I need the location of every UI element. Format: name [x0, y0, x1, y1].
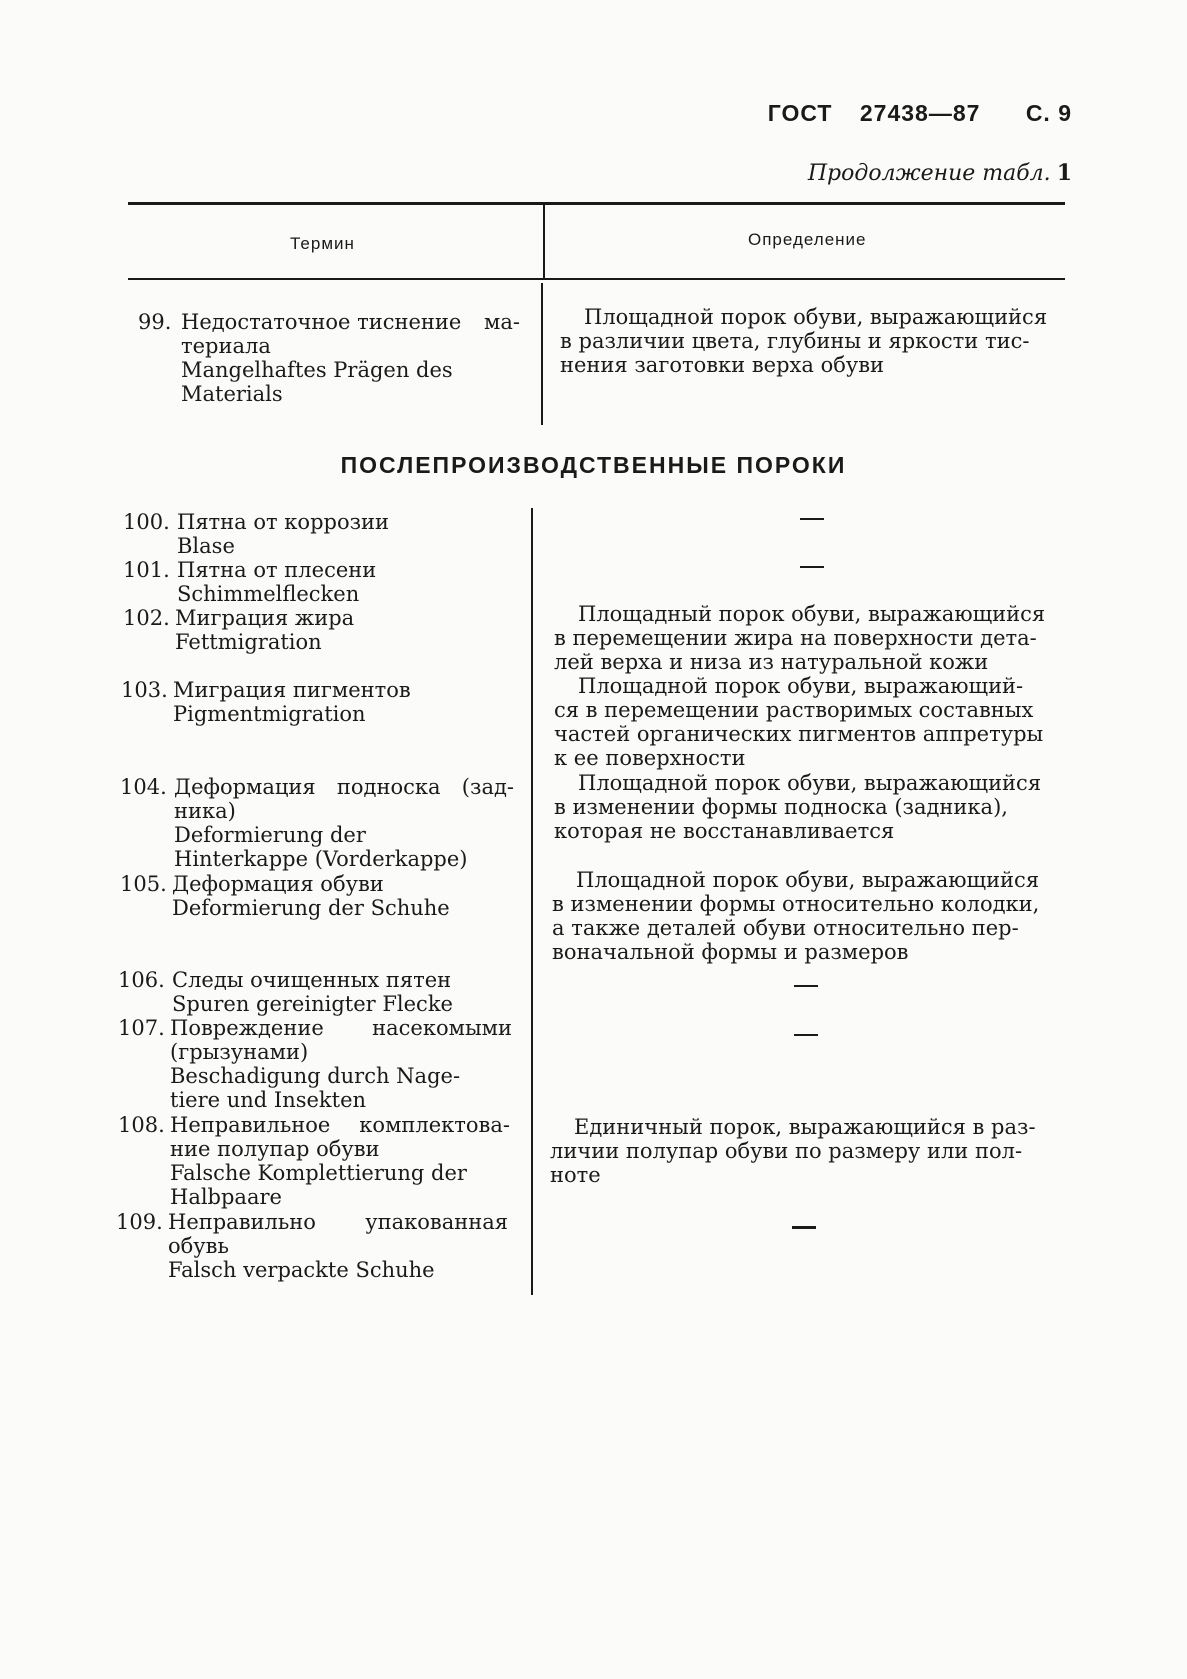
definition-line: в изменении формы подноска (задника), [554, 795, 1008, 819]
term-107 [118, 1016, 512, 1112]
term-102 [123, 606, 354, 654]
table-top-rule [128, 202, 1065, 205]
definition-line: лей верха и низа из натуральной кожи [554, 650, 989, 674]
definition-line: к ее поверхности [554, 746, 746, 770]
definition-line: в изменении формы относительно колодки, [552, 892, 1040, 916]
term-ru-line: Повреждение [170, 1016, 324, 1040]
section-title: ПОСЛЕПРОИЗВОДСТВЕННЫЕ ПОРОКИ [340, 452, 847, 478]
term-109 [116, 1210, 508, 1282]
definition-dash-109 [792, 1226, 816, 1229]
definition-dash-106 [794, 985, 818, 987]
term-de-line: Falsche Komplettierung der [170, 1161, 467, 1185]
definition-105 [552, 868, 1046, 964]
definition-line: Площадной порок обуви, выражающийся [576, 868, 1040, 892]
term-ru-line: упакованная [365, 1210, 508, 1234]
term-de-line: tiere und Insekten [170, 1088, 367, 1112]
term-104 [120, 775, 514, 871]
term-99 [138, 310, 520, 406]
definition-103 [554, 674, 1048, 770]
term-ru-line: Пятна от плесени [177, 558, 377, 582]
term-number: 101. [123, 558, 170, 582]
term-108 [118, 1113, 510, 1209]
definition-line: воначальной формы и размеров [552, 940, 909, 964]
term-ru-line: Неправильное [170, 1113, 331, 1137]
standard-label: ГОСТ [767, 100, 833, 126]
term-de-line: Hinterkappe (Vorderkappe) [174, 847, 468, 871]
definition-line: Площадной порок обуви, выражающий- [578, 674, 1024, 698]
term-105 [120, 872, 450, 920]
term-103 [121, 678, 411, 726]
term-ru-line: териала [181, 334, 271, 358]
term-ru-line: комплектова- [359, 1113, 510, 1137]
term-de-line: Mangelhaftes Prägen des [181, 358, 453, 382]
term-ru-line: Неправильно [168, 1210, 316, 1234]
table-number: 1 [1056, 160, 1072, 186]
standard-code: 27438—87 [859, 100, 981, 126]
term-ru-line: (зад- [461, 775, 514, 799]
term-100 [123, 510, 389, 558]
table-header-rule [128, 278, 1065, 280]
term-de-line: Deformierung der [174, 823, 366, 847]
definition-line: Площадной порок обуви, выражающийся [578, 771, 1042, 795]
definition-line: в различии цвета, глубины и яркости тис- [560, 329, 1030, 353]
term-ru-line: ника) [174, 799, 236, 823]
term-ru-line: Деформация [174, 775, 316, 799]
definition-104 [554, 771, 1048, 843]
term-de-line: Beschadigung durch Nage- [170, 1064, 461, 1088]
term-number: 106. [118, 968, 165, 992]
term-de-line: Falsch verpackte Schuhe [168, 1258, 435, 1282]
table-continuation [808, 160, 1072, 186]
term-ru-line: ма- [484, 310, 520, 334]
row99-column-divider [541, 283, 543, 425]
term-de-line: Pigmentmigration [173, 702, 366, 726]
term-ru-line: Деформация обуви [172, 872, 384, 896]
term-de-line: Fettmigration [175, 630, 322, 654]
term-ru-line: ние полупар обуви [170, 1137, 380, 1161]
page-number: С. 9 [1025, 100, 1072, 126]
column-header-term: Термин [290, 234, 355, 253]
definition-line: личии полупар обуви по размеру или пол- [550, 1139, 1023, 1163]
term-ru-line: Недостаточное тиснение [181, 310, 462, 334]
term-de-line: Halbpaare [170, 1185, 282, 1209]
definition-line: Единичный порок, выражающийся в раз- [574, 1115, 1036, 1139]
term-number: 109. [116, 1210, 163, 1234]
term-number: 108. [118, 1113, 165, 1137]
term-number: 102. [123, 606, 170, 630]
term-ru-line: Пятна от коррозии [177, 510, 390, 534]
term-ru-line: подноска [336, 775, 441, 799]
continuation-text: Продолжение табл. [807, 161, 1051, 186]
definition-line: Площадный порок обуви, выражающийся [578, 602, 1046, 626]
definition-line: ся в перемещении растворимых составных [554, 698, 1034, 722]
term-number: 103. [121, 678, 168, 702]
definition-102 [554, 602, 1048, 674]
definition-dash-100 [800, 518, 824, 520]
term-de-line: Materials [181, 382, 283, 406]
term-ru-line: (грызунами) [170, 1040, 309, 1064]
term-de-line: Deformierung der Schuhe [172, 896, 450, 920]
definition-line: которая не восстанавливается [554, 819, 895, 843]
definition-108 [550, 1115, 1044, 1187]
term-ru-line: Миграция жира [175, 606, 355, 630]
term-number: 107. [118, 1016, 165, 1040]
page-header [768, 100, 1072, 127]
term-number: 99. [138, 310, 172, 334]
definition-line: а также деталей обуви относительно пер- [552, 916, 1019, 940]
definition-line: ноте [550, 1163, 601, 1187]
term-number: 105. [120, 872, 167, 896]
definition-99 [560, 305, 1054, 377]
term-de-line: Schimmelflecken [177, 582, 360, 606]
definition-dash-107 [794, 1034, 818, 1036]
term-106 [118, 968, 453, 1016]
term-number: 104. [120, 775, 167, 799]
term-de-line: Blase [177, 534, 235, 558]
definition-line: нения заготовки верха обуви [560, 353, 885, 377]
term-101 [123, 558, 376, 606]
section-column-divider [531, 508, 533, 1295]
definition-line: частей органических пигментов аппретуры [554, 722, 1044, 746]
header-column-divider [543, 205, 545, 278]
definition-line: Площадной порок обуви, выражающийся [584, 305, 1048, 329]
term-de-line: Spuren gereinigter Flecke [172, 992, 453, 1016]
term-ru-line: Следы очищенных пятен [172, 968, 452, 992]
term-ru-line: насекомыми [372, 1016, 512, 1040]
column-header-definition: Определение [748, 230, 867, 249]
term-ru-line: обувь [168, 1234, 229, 1258]
definition-line: в перемещении жира на поверхности дета- [554, 626, 1037, 650]
definition-dash-101 [800, 566, 824, 568]
term-ru-line: Миграция пигментов [173, 678, 411, 702]
term-number: 100. [123, 510, 170, 534]
